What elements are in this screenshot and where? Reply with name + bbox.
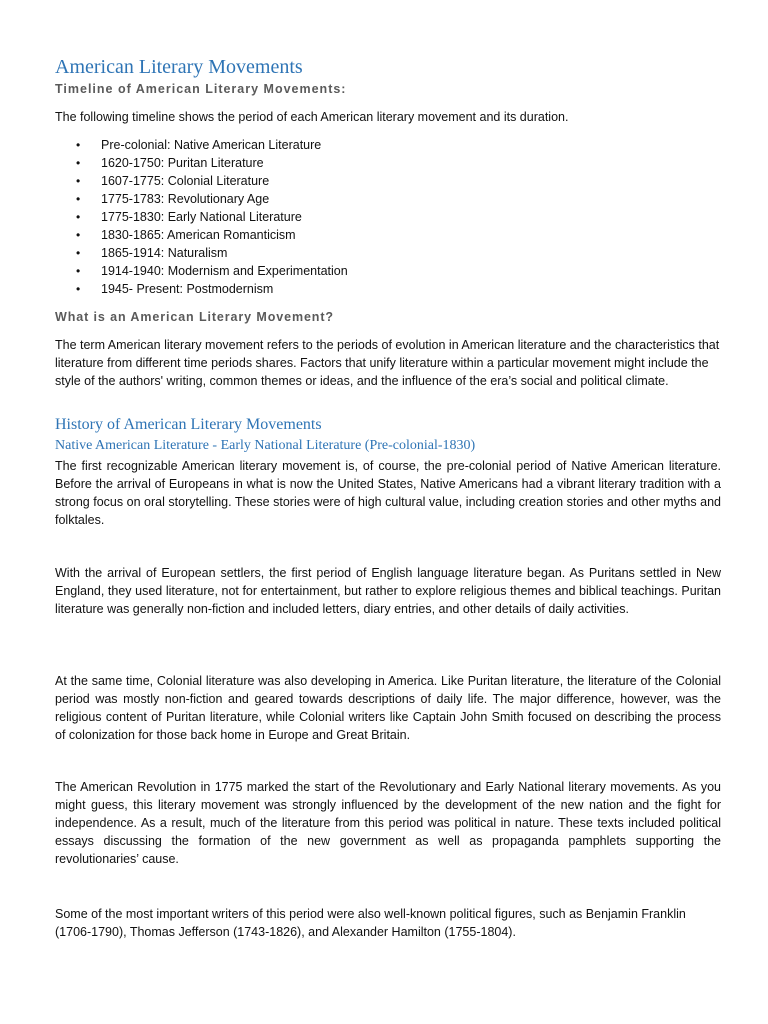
bullet-icon: • <box>76 156 81 170</box>
timeline-list <box>55 136 675 298</box>
list-item: • 1865-1914: Naturalism <box>76 246 228 260</box>
list-item: • 1775-1783: Revolutionary Age <box>76 192 270 206</box>
question-heading: What is an American Literary Movement? <box>55 310 334 324</box>
bullet-icon: • <box>76 246 81 260</box>
bullet-icon: • <box>76 210 81 224</box>
timeline-subtitle: Timeline of American Literary Movements: <box>55 82 347 96</box>
bullet-icon: • <box>76 174 81 188</box>
body-paragraph: Some of the most important writers of this period were also well-known political figures, such as Benjamin Franklin (1706-1790), Thomas Jefferson (1743-1826), and Alexander Hamilton (1755-1804). <box>55 907 686 939</box>
body-paragraph: At the same time, Colonial literature was also developing in America. Like Puritan literature, the literature of the Colonial period was mostly non-fiction and geared towards descriptions of daily life. The major difference, however, was the religious content of Puritan literature, while Colonial writers like Captain John Smith focused on describing the process of colonization for those back home in Europe and Great Britain. <box>55 674 721 742</box>
list-item: • 1830-1865: American Romanticism <box>76 228 296 242</box>
body-paragraph: The American Revolution in 1775 marked the start of the Revolutionary and Early National literary movements. As you might guess, this literary movement was strongly influenced by the development of the new nation and the fight for independence. As a result, much of the literature from this period was political in nature. These texts included political essays discussing the formation of the new government as well as propaganda pamphlets supporting the revolutionaries’ cause. <box>55 780 721 866</box>
body-paragraph: With the arrival of European settlers, the first period of English language literature began. As Puritans settled in New England, they used literature, not for entertainment, but rather to explore religious themes and biblical teachings. Puritan literature was generally non-fiction and included letters, diary entries, and other details of daily activities. <box>55 566 721 616</box>
definition-paragraph: The term American literary movement refers to the periods of evolution in American literature and the characteristics that literature from different time periods shares. Factors that unify literature within a particular movement might include the style of the authors' writing, common themes or ideas, and the influence of the era’s social and political climate. <box>55 338 720 388</box>
body-paragraph: The first recognizable American literary movement is, of course, the pre-colonial period of Native American literature. Before the arrival of Europeans in what is now the United States, Native Americans had a vibrant literary tradition with a strong focus on oral storytelling. These stories were of high cultural value, including creation stories and other myths and folktales. <box>55 459 721 527</box>
intro-paragraph: The following timeline shows the period of each American literary movement and its duration. <box>55 110 569 124</box>
history-heading: History of American Literary Movements <box>55 416 322 433</box>
bullet-icon: • <box>76 192 81 206</box>
bullet-icon: • <box>76 264 81 278</box>
list-item: • 1914-1940: Modernism and Experimentation <box>76 264 348 278</box>
list-item: • 1775-1830: Early National Literature <box>76 210 302 224</box>
document-title: American Literary Movements <box>55 56 303 78</box>
bullet-icon: • <box>76 282 81 296</box>
list-item: • 1945- Present: Postmodernism <box>76 282 274 296</box>
list-item: • 1607-1775: Colonial Literature <box>76 174 270 188</box>
bullet-icon: • <box>76 228 81 242</box>
bullet-icon: • <box>76 138 81 152</box>
list-item: • 1620-1750: Puritan Literature <box>76 156 264 170</box>
list-item: • Pre-colonial: Native American Literature <box>76 138 322 152</box>
section-heading: Native American Literature - Early National Literature (Pre-colonial-1830) <box>55 438 476 453</box>
